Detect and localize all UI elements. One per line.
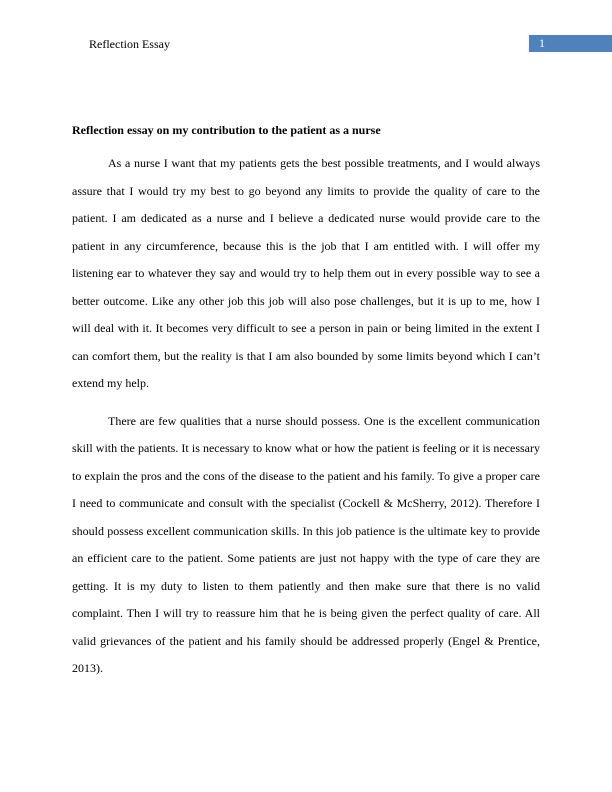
essay-paragraph-1: As a nurse I want that my patients gets the best possible treatments, and I would always assure that I would try my best to go beyond any limits to provide the quality of care to the patient. I am dedicated as a nurse and I believe a dedicated nurse would provide care to the patient in any circumference, because this is the job that I am entitled with. I will offer my listening ear to whatever they say and would try to help them out in every possible way to see a better outcome. Like any other job this job will also pose challenges, but it is up to me, how I will deal with it. It becomes very difficult to see a person in pain or being limited in the extent I can comfort them, but the reality is that I am also bounded by some limits beyond which I can’t extend my help. [72,156,540,390]
running-header-title: Reflection Essay [89,37,170,51]
page-number: 1 [539,36,545,50]
essay-heading: Reflection essay on my contribution to the patient as a nurse [72,123,381,137]
essay-paragraph-2: There are few qualities that a nurse should possess. One is the excellent communication skill with the patients. It is necessary to know what or how the patient is feeling or it is necessary to explain the pros and the cons of the disease to the patient and his family. To give a proper care I need to communicate and consult with the specialist (Cockell & McSherry, 2012). Therefore I should possess excellent communication skills. In this job patience is the ultimate key to provide an efficient care to the patient. Some patients are just not happy with the type of care they are getting. It is my duty to listen to them patiently and then make sure that there is no valid complaint. Then I will try to reassure him that he is being given the perfect quality of care. All valid grievances of the patient and his family should be addressed properly (Engel & Prentice, 2013). [72,413,540,675]
document-body [72,123,540,683]
page-number-badge [529,35,612,52]
